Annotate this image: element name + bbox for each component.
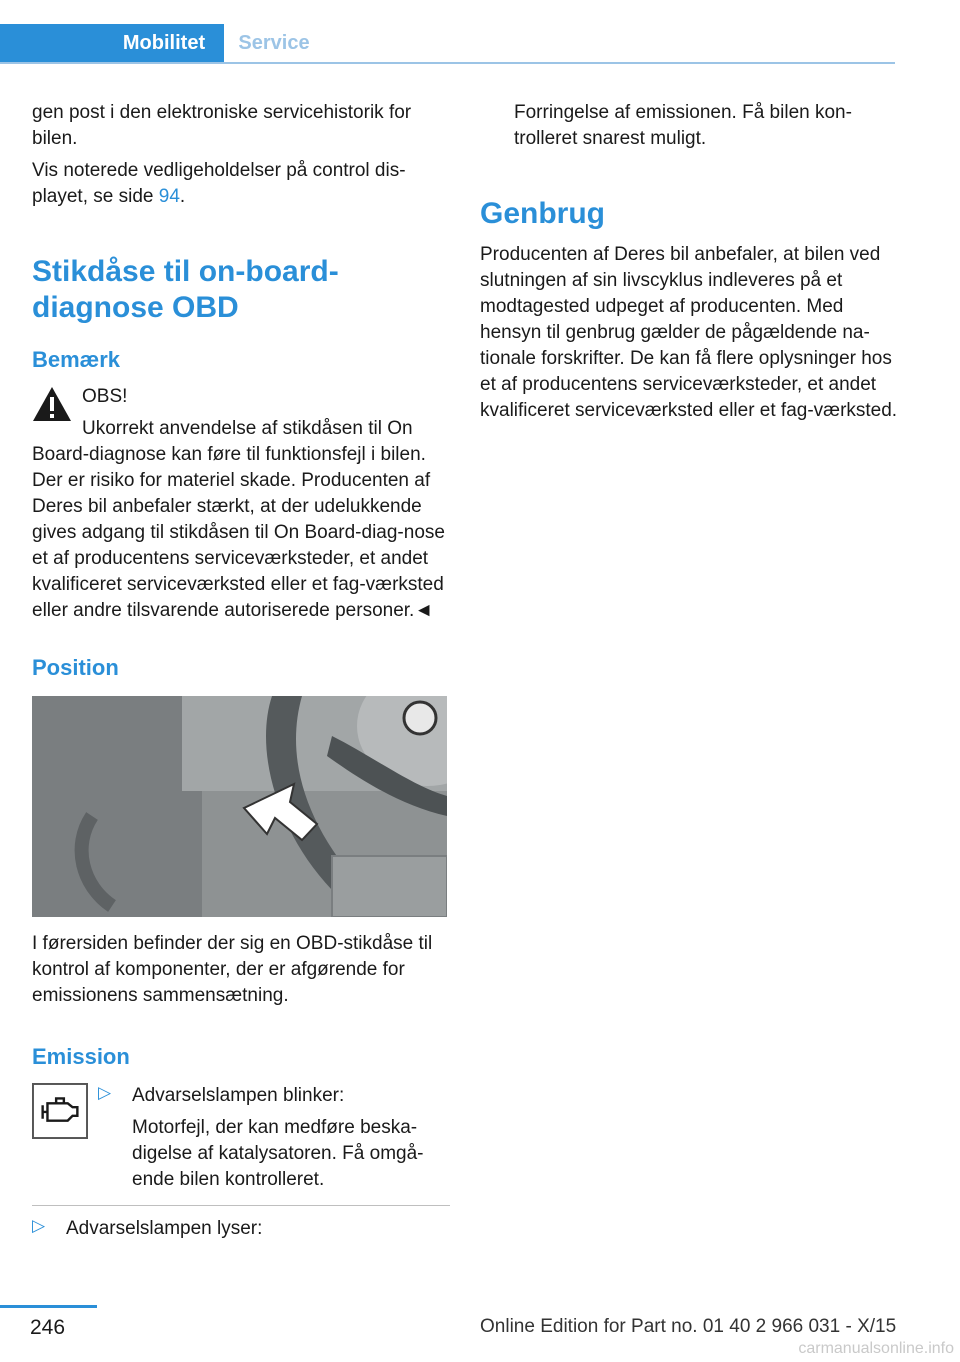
warning-title: OBS! <box>82 386 128 407</box>
genbrug-title: Genbrug <box>480 197 605 230</box>
intro-paragraph-1: gen post i den elektroniske servicehistorik for bilen. <box>32 102 412 149</box>
section-title: Stikdåse til on-board-diagnose OBD <box>32 255 339 324</box>
list-item <box>98 1083 450 1193</box>
page-number: 246 <box>30 1316 66 1339</box>
tab-mobilitet-label: Mobilitet <box>122 32 206 54</box>
page-link[interactable]: 94 <box>158 186 180 207</box>
emission-section <box>32 1083 450 1193</box>
obd-location-photo <box>32 696 447 917</box>
intro-paragraph-2 <box>32 158 450 210</box>
engine-check-icon <box>32 1083 88 1139</box>
tab-mobilitet[interactable] <box>0 24 224 62</box>
edition-text: Online Edition for Part no. 01 40 2 966 031 - X/15 <box>480 1316 897 1337</box>
intro-text: Vis noterede vedligeholdelser på control dis-playet, se side <box>32 160 406 207</box>
left-column <box>32 100 450 1242</box>
emission-list <box>98 1083 450 1193</box>
triangle-bullet-icon: ▷ <box>98 1083 112 1102</box>
header-tabs <box>0 24 895 64</box>
emission-list-2 <box>32 1205 450 1242</box>
tab-service[interactable] <box>224 24 324 62</box>
warning-text: Board-diagnose kan føre til funktionsfejl i bilen. Der er risiko for materiel skade. Producenten af Deres bil anbefaler stærkt, at der udelukkende gives adgang til stikdåsen til On Board-diag-nose et af producentens serviceværksteder, et andet kvalificeret serviceværksted eller et fag-værksted eller andre tilsvarende autoriserede personer.◄ <box>32 444 445 621</box>
obd-photo-illustration <box>32 696 447 917</box>
position-heading: Position <box>32 655 119 680</box>
bullet-1-title: Advarselslampen blinker: <box>132 1085 345 1106</box>
warning-box <box>32 384 450 624</box>
position-text: I førersiden befinder der sig en OBD-stikdåse til kontrol af komponenter, der er afgørende for emissionens sammensætning. <box>32 933 433 1006</box>
continued-text: Forringelse af emissionen. Få bilen kon-trolleret snarest muligt. <box>514 102 852 149</box>
note-heading: Bemærk <box>32 347 121 372</box>
emission-heading: Emission <box>32 1044 130 1069</box>
watermark: carmanualsonline.info <box>798 1340 954 1357</box>
warning-first-line: Ukorrekt anvendelse af stikdåsen til On <box>82 418 413 439</box>
bullet-2-title: Advarselslampen lyser: <box>66 1218 263 1239</box>
genbrug-text: Producenten af Deres bil anbefaler, at bilen ved slutningen af sin livscyklus indleveres på et modtagested udpeget af producenten. Med hensyn til genbrug gælder de pågældende na-tionale forskrifter. De kan få flere oplysninger hos et af producentens serviceværksteder, et andet kvalificeret serviceværksted eller et fag-værksted. <box>480 244 898 421</box>
right-column <box>480 100 898 424</box>
triangle-bullet-icon: ▷ <box>32 1216 46 1235</box>
bullet-1-text: Motorfejl, der kan medføre beska-digelse af katalysatoren. Få omgå-ende bilen kontrolleret. <box>132 1117 424 1190</box>
tab-service-label: Service <box>238 32 310 54</box>
footer-accent-bar <box>0 1305 97 1308</box>
warning-triangle-icon <box>32 386 72 422</box>
list-item <box>32 1216 450 1242</box>
intro-end: . <box>179 186 186 207</box>
